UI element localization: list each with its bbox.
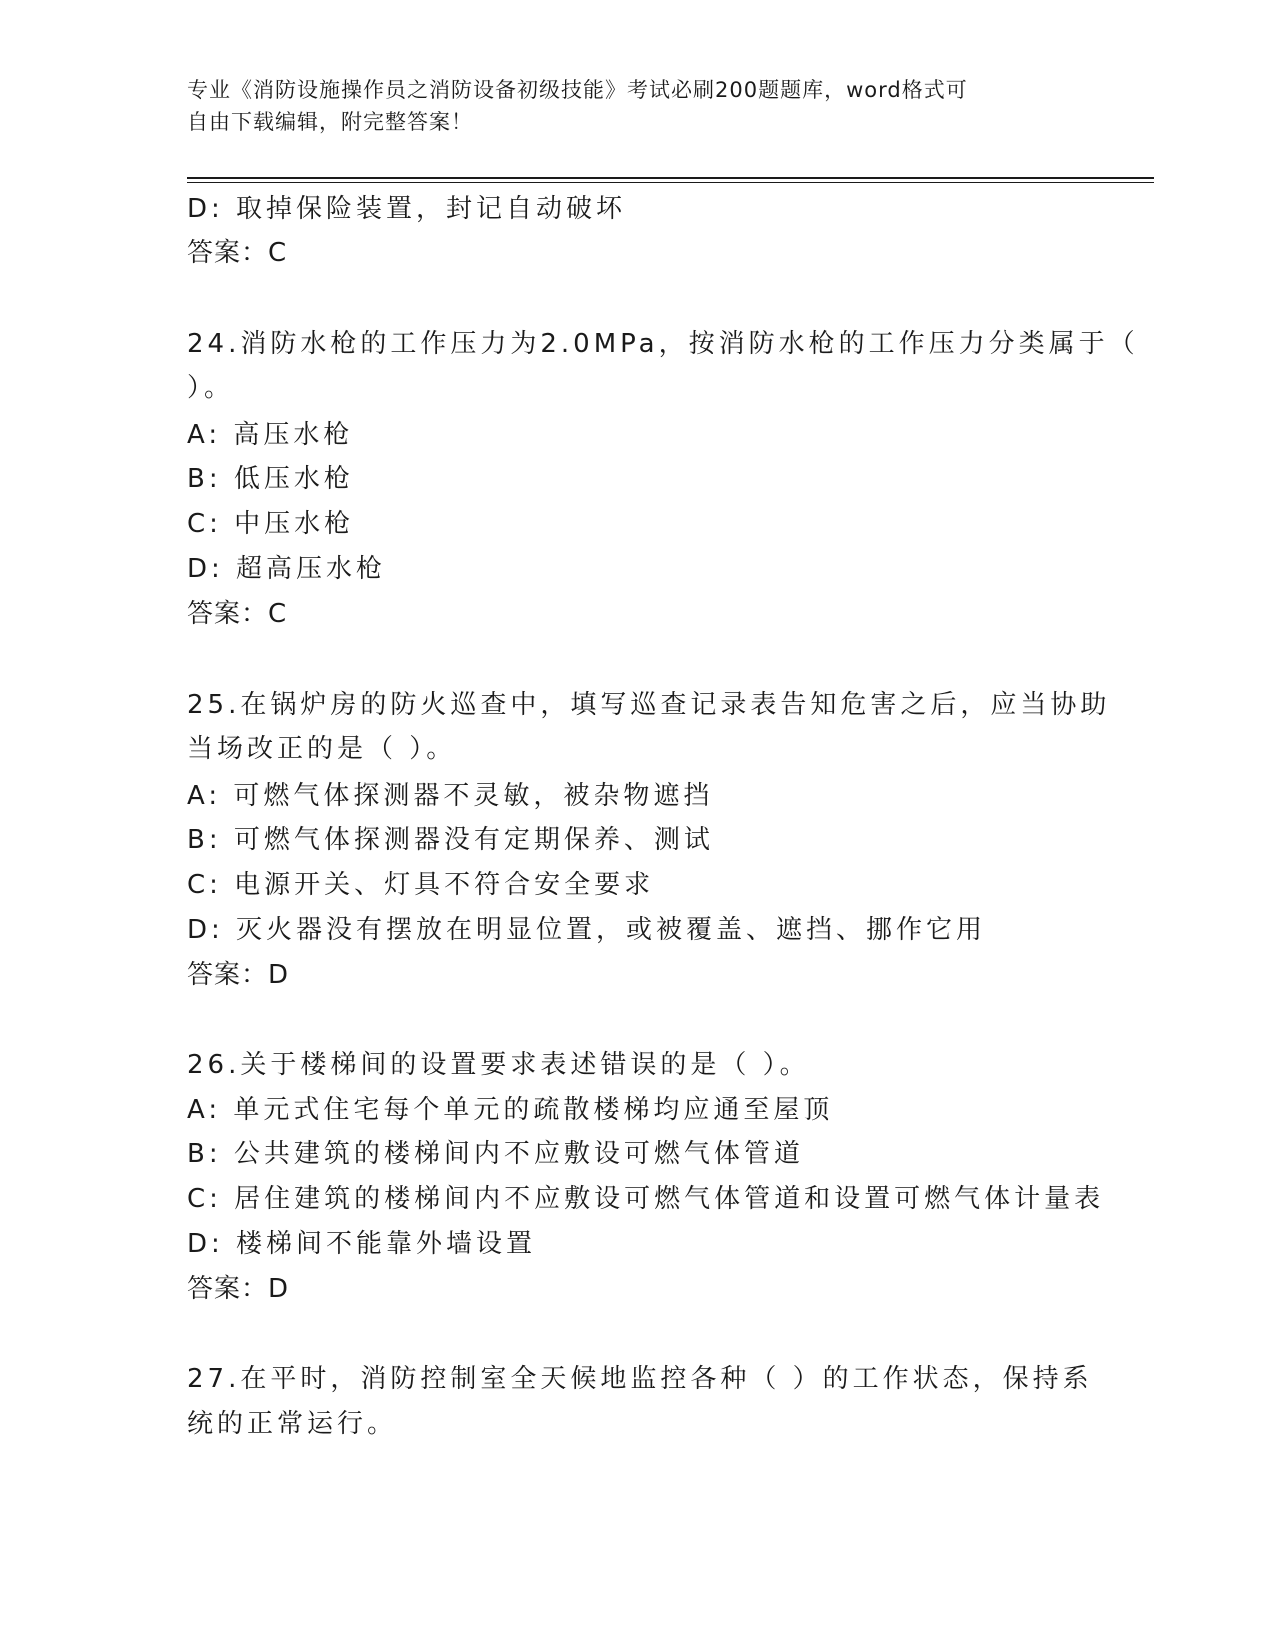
q26-answer: 答案：D bbox=[187, 1274, 290, 1304]
q24-stem-line-1: 24.消防水枪的工作压力为2.0MPa，按消防水枪的工作压力分类属于（ bbox=[187, 329, 1139, 359]
q26-option-b: B: 公共建筑的楼梯间内不应敷设可燃气体管道 bbox=[187, 1139, 804, 1169]
q25-option-d: D: 灭火器没有摆放在明显位置，或被覆盖、遮挡、挪作它用 bbox=[187, 915, 987, 945]
q26-option-d: D: 楼梯间不能靠外墙设置 bbox=[187, 1229, 537, 1259]
q25-stem-line-2: 当场改正的是（ ）。 bbox=[187, 734, 457, 764]
header-line-2: 自由下载编辑，附完整答案！ bbox=[187, 110, 473, 134]
q23-answer: 答案：C bbox=[187, 238, 288, 268]
q25-answer: 答案：D bbox=[187, 960, 290, 990]
q26-option-c: C: 居住建筑的楼梯间内不应敷设可燃气体管道和设置可燃气体计量表 bbox=[187, 1184, 1105, 1214]
header-rule-thin bbox=[187, 182, 1154, 183]
page-header bbox=[187, 74, 1087, 138]
q26-option-a: A: 单元式住宅每个单元的疏散楼梯均应通至屋顶 bbox=[187, 1095, 834, 1125]
q25-stem-line-1: 25.在锅炉房的防火巡查中，填写巡查记录表告知危害之后，应当协助 bbox=[187, 690, 1111, 720]
q27-stem-line-2: 统的正常运行。 bbox=[187, 1409, 398, 1439]
q24-answer: 答案：C bbox=[187, 599, 288, 629]
q24-option-c: C: 中压水枪 bbox=[187, 509, 355, 539]
q24-option-a: A: 高压水枪 bbox=[187, 420, 354, 450]
header-rule-thick bbox=[187, 177, 1154, 179]
q24-option-b: B: 低压水枪 bbox=[187, 464, 354, 494]
q24-stem-line-2: ）。 bbox=[187, 373, 235, 403]
header-line-1: 专业《消防设施操作员之消防设备初级技能》考试必刷200题题库，word格式可 bbox=[187, 78, 968, 102]
q25-option-b: B: 可燃气体探测器没有定期保养、测试 bbox=[187, 825, 714, 855]
q23-option-d: D: 取掉保险装置，封记自动破坏 bbox=[187, 194, 627, 224]
q26-stem-line-1: 26.关于楼梯间的设置要求表述错误的是（ ）。 bbox=[187, 1050, 810, 1080]
q25-option-a: A: 可燃气体探测器不灵敏，被杂物遮挡 bbox=[187, 781, 714, 811]
q25-option-c: C: 电源开关、灯具不符合安全要求 bbox=[187, 870, 655, 900]
q24-option-d: D: 超高压水枪 bbox=[187, 554, 387, 584]
q27-stem-line-1: 27.在平时，消防控制室全天候地监控各种（ ）的工作状态，保持系 bbox=[187, 1364, 1093, 1394]
